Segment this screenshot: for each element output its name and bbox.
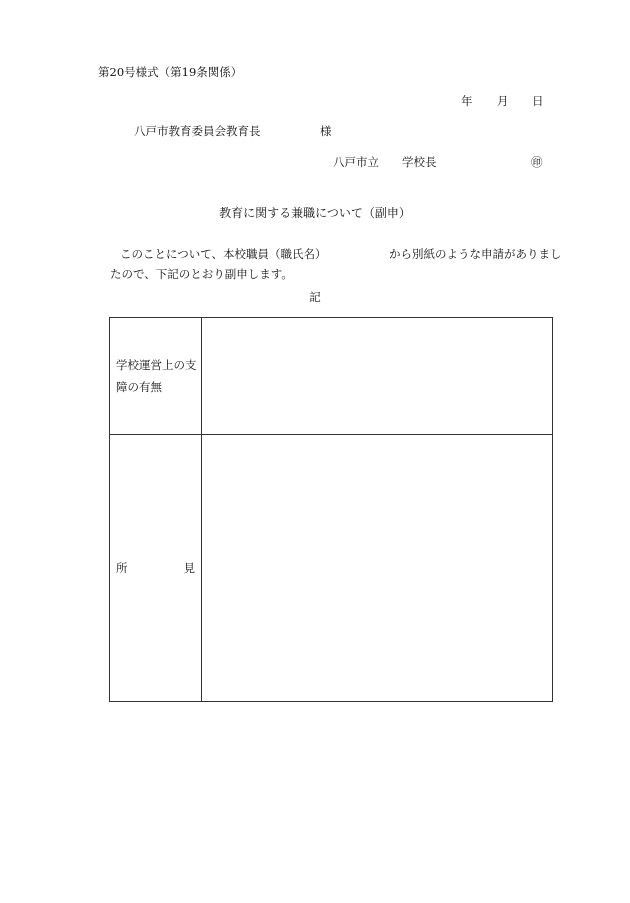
table-row-school-impact [110, 318, 553, 435]
sender-school: 八戸市立 [333, 155, 379, 169]
opinion-label-right: 見 [183, 561, 195, 575]
addressee-name: 八戸市教育委員会教育長 [134, 124, 261, 138]
opinion-value-cell[interactable] [202, 435, 553, 702]
application-table [109, 317, 553, 702]
body-text-line2: たので、下記のとおり副申します。 [110, 267, 293, 281]
date-month-label: 月 [497, 94, 509, 108]
body-text-line1-a: このことについて、本校職員（職氏名） [120, 247, 327, 261]
form-number: 第20号様式（第19条関係） [98, 65, 243, 79]
school-impact-value-cell[interactable] [202, 318, 553, 435]
body-text-line1-b: から別紙のような申請がありまし [389, 247, 562, 261]
ki-heading: 記 [309, 290, 321, 304]
opinion-label-cell [110, 435, 202, 702]
school-impact-label: 学校運営上の支障の有無 [116, 358, 197, 394]
sender-title: 学校長 [402, 155, 437, 169]
document-title: 教育に関する兼職について（副申） [219, 206, 411, 220]
opinion-label-left: 所 [116, 561, 128, 575]
opinion-label [116, 557, 201, 579]
school-impact-label-cell [110, 318, 202, 435]
addressee-honorific: 様 [320, 124, 332, 138]
date-year-label: 年 [461, 94, 473, 108]
date-day-label: 日 [532, 94, 544, 108]
seal-mark: ㊞ [531, 155, 543, 169]
table-row-opinion [110, 435, 553, 702]
